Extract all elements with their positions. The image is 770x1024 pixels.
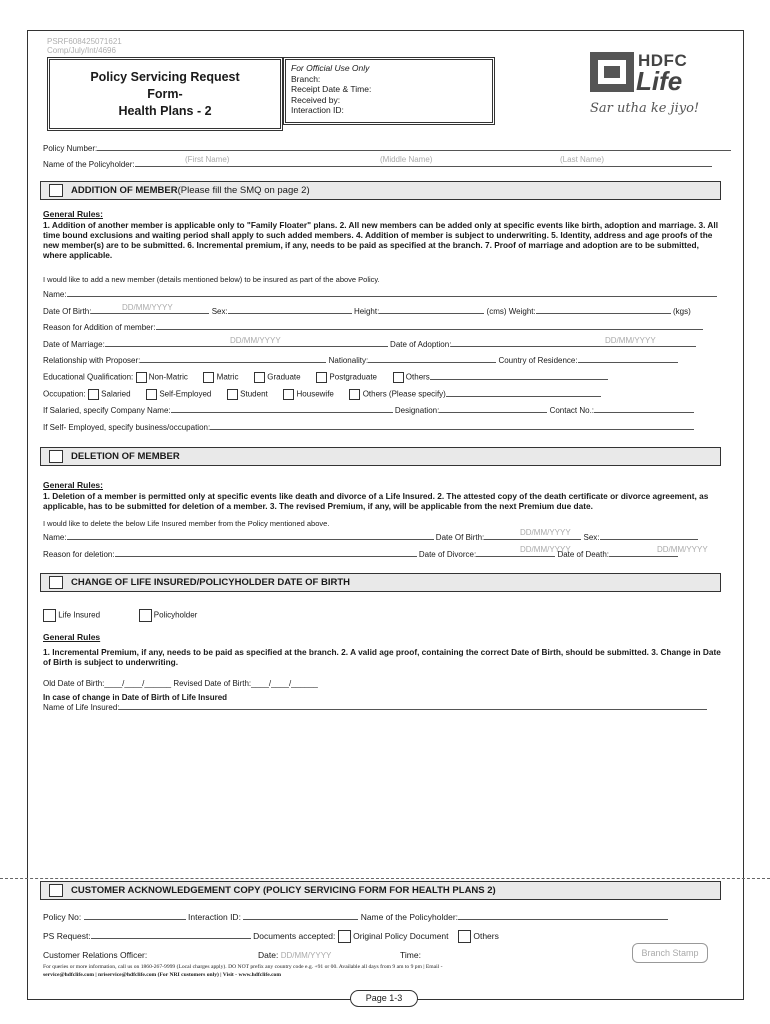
del-sex-label: Sex: bbox=[583, 533, 600, 542]
del-divorce-field[interactable] bbox=[476, 556, 555, 557]
del-death-label: Date of Death: bbox=[557, 550, 610, 559]
ack-holder-label: Name of the Policyholder: bbox=[360, 912, 459, 922]
logo-life: Life bbox=[636, 66, 683, 96]
addition-note: (Please fill the SMQ on page 2) bbox=[177, 185, 310, 196]
addition-intro: I would like to add a new member (details mentioned below) to be insured as part of the above Policy. bbox=[43, 275, 380, 284]
edu-graduate-checkbox[interactable] bbox=[254, 372, 265, 383]
add-edu-label: Educational Qualification: bbox=[43, 372, 134, 382]
add-height-field[interactable] bbox=[379, 313, 484, 314]
occ-selfemployed-label: Self-Employed bbox=[159, 389, 212, 399]
add-weight-label: (cms) Weight: bbox=[486, 307, 536, 316]
life-insured-checkbox[interactable] bbox=[43, 609, 56, 622]
ack-section-header bbox=[40, 881, 721, 900]
add-relation-field[interactable] bbox=[140, 362, 326, 363]
add-marriage-row bbox=[43, 340, 696, 350]
cut-line bbox=[0, 878, 770, 879]
ack-policy-no-label: Policy No: bbox=[43, 912, 82, 922]
change-dob-incase: In case of change in Date of Birth of Life Insured bbox=[43, 693, 228, 702]
del-reason-label: Reason for deletion: bbox=[43, 550, 115, 559]
del-dob-label: Date Of Birth: bbox=[435, 533, 485, 542]
edu-nonmatric-checkbox[interactable] bbox=[136, 372, 147, 383]
add-nationality-field[interactable] bbox=[368, 362, 496, 363]
ack-cro-label: Customer Relations Officer: bbox=[43, 950, 148, 960]
ack-interaction-label: Interaction ID: bbox=[188, 912, 241, 922]
deletion-intro: I would like to delete the below Life Insured member from the Policy mentioned above. bbox=[43, 519, 330, 528]
del-death-hint: DD/MM/YYYY bbox=[657, 545, 708, 554]
add-reason-label: Reason for Addition of member: bbox=[43, 323, 156, 332]
occ-selfemployed-checkbox[interactable] bbox=[146, 389, 157, 400]
edu-postgraduate-label: Postgraduate bbox=[329, 372, 377, 382]
ack-orig-label: Original Policy Document bbox=[353, 930, 449, 941]
official-received: Received by: bbox=[291, 94, 341, 105]
add-kgs-label: (kgs) bbox=[672, 307, 691, 316]
edu-postgraduate-checkbox[interactable] bbox=[316, 372, 327, 383]
add-selfemp-label: If Self- Employed, specify business/occupation: bbox=[43, 423, 211, 432]
logo-tagline: Sar utha ke jiyo! bbox=[590, 101, 700, 116]
deletion-heading: DELETION OF MEMBER bbox=[71, 451, 180, 462]
add-dob-hint: DD/MM/YYYY bbox=[122, 303, 173, 312]
ack-row3 bbox=[43, 950, 147, 960]
add-name-field[interactable] bbox=[67, 296, 717, 297]
edu-others-checkbox[interactable] bbox=[393, 372, 404, 383]
add-dom-label: Date of Marriage: bbox=[43, 340, 105, 349]
change-dob-section-header bbox=[40, 573, 721, 592]
ack-docs-label: Documents accepted: bbox=[253, 930, 336, 941]
form-code: PSRF608425071621 bbox=[47, 37, 122, 46]
occ-student-checkbox[interactable] bbox=[227, 389, 238, 400]
ack-policy-no-field[interactable] bbox=[84, 919, 186, 920]
add-doa-field[interactable] bbox=[451, 346, 696, 347]
ack-orig-checkbox[interactable] bbox=[338, 930, 351, 943]
add-occ-row bbox=[43, 389, 601, 400]
hdfc-logo-icon bbox=[590, 52, 634, 92]
add-company-field[interactable] bbox=[171, 412, 393, 413]
ack-heading: CUSTOMER ACKNOWLEDGEMENT COPY (POLICY SERVICING FORM FOR HEALTH PLANS 2) bbox=[71, 885, 496, 896]
ack-holder-field[interactable] bbox=[458, 919, 668, 920]
ack-date-hint: DD/MM/YYYY bbox=[280, 951, 332, 960]
change-dob-rules: 1. Incremental Premium, if any, needs to be paid as specified at the branch. 2. A valid age proof, containing the correct Date of Birth, should be submitted. 3. Change in Date of Birth is subject to underwriting. bbox=[43, 647, 721, 667]
ack-time-label: Time: bbox=[400, 950, 421, 960]
deletion-rules-title: General Rules: bbox=[43, 480, 103, 490]
official-interaction: Interaction ID: bbox=[291, 105, 344, 115]
occ-salaried-checkbox[interactable] bbox=[88, 389, 99, 400]
add-residence-label: Country of Residence: bbox=[498, 356, 578, 365]
footer-line1: For queries or more information, call us on 1860-267-9999 (Local charges apply). DO NOT prefix any country code e.g. +91 or 00. Available all days from 9 am to 9 pm | Email - bbox=[43, 964, 443, 970]
addition-rules-title: General Rules: bbox=[43, 209, 103, 219]
del-name-row bbox=[43, 533, 698, 543]
policyholder-checkbox[interactable] bbox=[139, 609, 152, 622]
edu-matric-checkbox[interactable] bbox=[203, 372, 214, 383]
change-dob-rules-title: General Rules bbox=[43, 632, 101, 642]
first-name-hint: (First Name) bbox=[185, 155, 230, 164]
ack-checkbox[interactable] bbox=[49, 884, 63, 897]
edu-others-field[interactable] bbox=[430, 379, 608, 380]
official-heading: For Official Use Only bbox=[291, 63, 370, 73]
form-ref: Comp/July/Int/4696 bbox=[47, 46, 116, 55]
del-dob-hint: DD/MM/YYYY bbox=[520, 528, 571, 537]
ack-date-label: Date: bbox=[258, 950, 279, 960]
official-branch: Branch: bbox=[291, 73, 321, 84]
add-contact-field[interactable] bbox=[594, 412, 694, 413]
last-name-hint: (Last Name) bbox=[560, 155, 605, 164]
title-line1: Policy Servicing Request Form- bbox=[90, 69, 240, 101]
ack-row1 bbox=[43, 912, 668, 922]
add-dob-field[interactable] bbox=[91, 313, 209, 314]
add-designation-field[interactable] bbox=[439, 412, 547, 413]
occ-student-label: Student bbox=[240, 389, 268, 399]
change-dob-options bbox=[43, 609, 197, 622]
ack-ps-request-label: PS Request: bbox=[43, 930, 91, 941]
policy-number-field[interactable] bbox=[97, 150, 731, 151]
occ-salaried-label: Salaried bbox=[101, 389, 131, 399]
add-dob-label: Date Of Birth: bbox=[43, 307, 92, 316]
form-border bbox=[27, 30, 744, 1000]
add-residence-field[interactable] bbox=[578, 362, 678, 363]
footer-line2: service@hdfclife.com | nriservice@hdfclife.com (For NRI customers only) | Visit - www.hdfclife.com bbox=[43, 972, 282, 978]
official-use-box bbox=[283, 57, 495, 125]
ack-others-label: Others bbox=[473, 930, 499, 941]
del-divorce-hint: DD/MM/YYYY bbox=[520, 545, 571, 554]
policyholder-name-label: Name of the Policyholder: bbox=[43, 160, 135, 169]
del-name-field[interactable] bbox=[67, 539, 434, 540]
add-doa-hint: DD/MM/YYYY bbox=[605, 336, 656, 345]
ack-date bbox=[258, 950, 331, 961]
add-designation-label: Designation: bbox=[394, 406, 440, 415]
logo-hdfc: HDFC bbox=[638, 51, 688, 70]
del-name-label: Name: bbox=[43, 533, 67, 542]
add-selfemp-field[interactable] bbox=[210, 429, 694, 430]
del-sex-field[interactable] bbox=[600, 539, 698, 540]
ack-interaction-field[interactable] bbox=[243, 919, 358, 920]
change-dob-checkbox[interactable] bbox=[49, 576, 63, 589]
ack-row2 bbox=[43, 930, 499, 943]
branch-stamp: Branch Stamp bbox=[632, 943, 708, 963]
policyholder-name-field[interactable] bbox=[135, 166, 712, 167]
add-nationality-label: Nationality: bbox=[328, 356, 369, 365]
del-reason-row bbox=[43, 550, 678, 560]
policy-number-row bbox=[43, 144, 731, 154]
title-line2: Health Plans - 2 bbox=[118, 103, 212, 118]
del-dob-field[interactable] bbox=[484, 539, 581, 540]
name-li-row bbox=[43, 703, 707, 713]
add-relation-row bbox=[43, 356, 678, 366]
add-dom-field[interactable] bbox=[105, 346, 388, 347]
deletion-rules: 1. Deletion of a member is permitted only at specific events like death and divorce of a Life Insured. 2. The attested copy of the death certificate or divorce agreement, as applicable, has to be submitted for deletion of a member. 3. The revised Premium, if any, will be applicable from the next Premium due date. bbox=[43, 491, 709, 511]
addition-heading: ADDITION OF MEMBER bbox=[71, 185, 178, 196]
page-number: Page 1-3 bbox=[350, 990, 418, 1007]
add-weight-field[interactable] bbox=[536, 313, 671, 314]
name-li-label: Name of Life Insured: bbox=[43, 703, 120, 712]
edu-graduate-label: Graduate bbox=[267, 372, 301, 382]
occ-others-label: Others (Please specify) bbox=[362, 389, 446, 399]
edu-others-label: Others bbox=[405, 372, 430, 382]
add-relation-label: Relationship with Proposer: bbox=[43, 356, 141, 365]
occ-housewife-label: Housewife bbox=[296, 389, 334, 399]
policyholder-name-row bbox=[43, 160, 712, 170]
edu-matric-label: Matric bbox=[216, 372, 239, 382]
policyholder-label: Policyholder bbox=[153, 610, 198, 620]
add-doa-label: Date of Adoption: bbox=[390, 340, 452, 349]
edu-nonmatric-label: Non-Matric bbox=[148, 372, 188, 382]
addition-checkbox[interactable] bbox=[49, 184, 63, 197]
old-revised-dob[interactable]: Old Date of Birth:____/____/______ Revised Date of Birth:____/____/______ bbox=[43, 679, 318, 688]
del-reason-field[interactable] bbox=[115, 556, 417, 557]
add-edu-row bbox=[43, 372, 608, 383]
deletion-section-header bbox=[40, 447, 721, 466]
add-name-row bbox=[43, 290, 717, 300]
policy-number-label: Policy Number: bbox=[43, 144, 98, 153]
deletion-checkbox[interactable] bbox=[49, 450, 63, 463]
add-occ-label: Occupation: bbox=[43, 389, 86, 399]
addition-section-header bbox=[40, 181, 721, 200]
occ-others-checkbox[interactable] bbox=[349, 389, 360, 400]
add-reason-field[interactable] bbox=[156, 329, 703, 330]
addition-rules: 1. Addition of another member is applicable only to "Family Floater" plans. 2. All new members can be added only at specific events like birth, adoption and marriage. 3. All time bound exclusions and waiting period shall apply to such added members. 4. Addition of member is subject to underwriting. 5. Identity, address and age proofs of the new member(s) are to be submitted. 6. Incremental premium, if any, needs to be paid as specified at the branch. 7. Proof of marriage and adoption are to be submitted, where applicable. bbox=[43, 220, 719, 260]
ack-ps-request-field[interactable] bbox=[91, 938, 251, 939]
add-selfemp-row bbox=[43, 423, 694, 433]
del-death-field[interactable] bbox=[609, 556, 678, 557]
life-insured-label: Life Insured bbox=[58, 610, 101, 620]
add-company-label: If Salaried, specify Company Name: bbox=[43, 406, 171, 415]
name-li-field[interactable] bbox=[119, 709, 707, 710]
change-dob-heading: CHANGE OF LIFE INSURED/POLICYHOLDER DATE OF BIRTH bbox=[71, 577, 351, 588]
ack-others-checkbox[interactable] bbox=[458, 930, 471, 943]
add-contact-label: Contact No.: bbox=[549, 406, 595, 415]
official-receipt: Receipt Date & Time: bbox=[291, 84, 372, 94]
add-sex-label: Sex: bbox=[211, 307, 228, 316]
add-name-label: Name: bbox=[43, 290, 67, 299]
middle-name-hint: (Middle Name) bbox=[380, 155, 433, 164]
occ-housewife-checkbox[interactable] bbox=[283, 389, 294, 400]
add-salaried-row bbox=[43, 406, 694, 416]
occ-others-field[interactable] bbox=[446, 396, 601, 397]
footer-info bbox=[43, 963, 683, 979]
add-height-label: Height: bbox=[353, 307, 380, 316]
add-reason-row bbox=[43, 323, 703, 333]
add-sex-field[interactable] bbox=[228, 313, 352, 314]
add-dom-hint: DD/MM/YYYY bbox=[230, 336, 281, 345]
form-codes bbox=[47, 37, 122, 55]
form-title bbox=[47, 57, 283, 131]
del-divorce-label: Date of Divorce: bbox=[418, 550, 477, 559]
